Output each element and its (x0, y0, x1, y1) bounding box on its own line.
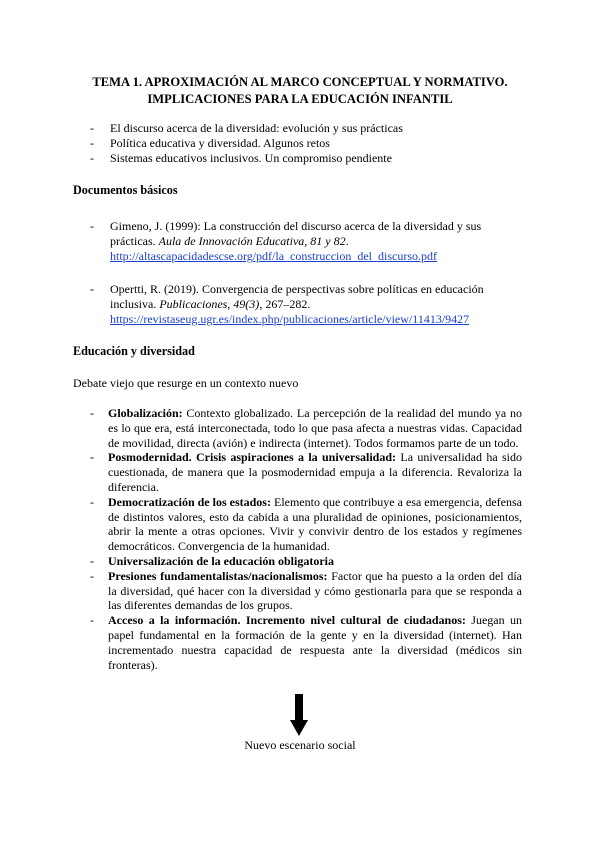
section-heading-documentos: Documentos básicos (73, 183, 178, 197)
factor-list (90, 406, 522, 672)
reference-item (90, 282, 510, 328)
title-line-1: TEMA 1. APROXIMACIÓN AL MARCO CONCEPTUAL Y NORMATIVO. (92, 75, 508, 89)
reference-list (90, 219, 510, 327)
down-arrow-icon (290, 694, 308, 736)
factor-title: Democratización de los estados: (108, 494, 271, 509)
factor-title: Globalización: (108, 406, 183, 420)
factor-text: Factor que ha puesto a la orden del día la diversidad, qué hacer con la diversidad y cómo gestionarla para que se responda a las diferentes demandas de los grupos. (108, 568, 522, 613)
factor-item (90, 554, 522, 569)
factor-text: Contexto globalizado. La percepción de la realidad del mundo ya no es lo que era, está interconectada, todo lo que pasa afecta a nuestras vidas. Capacidad de movilidad, directa (avión) e indirecta (internet). Todos formamos parte de un todo. (108, 406, 522, 450)
topic-item: - El discurso acerca de la diversidad: evolución y sus prácticas (90, 121, 510, 136)
reference-text: Opertti, R. (2019). Convergencia de perspectivas sobre políticas en educación inclusiva. (110, 281, 484, 311)
factor-text: Juegan un papel fundamental en la formación de la gente y en la diversidad (internet). Han incrementado nuestra capacidad de respuesta ante la diversidad (médicos sin fronteras). (108, 613, 522, 672)
factor-text: Elemento que contribuye a esa emergencia, defensa de distintos valores, esto da cabida a una pluralidad de opiniones, posicionamientos, abrir la mente a otras opciones. Vivir y convivir dentro de los estados y regímenes democráticos. Convergencia de la humanidad. (108, 494, 523, 554)
reference-link[interactable]: http://altascapacidadescse.org/pdf/la_construccion_del_discurso.pdf (110, 249, 438, 264)
reference-after: . (345, 234, 349, 249)
factor-title: Universalización de la educación obligatoria (108, 553, 334, 568)
page-title (60, 74, 540, 108)
factor-title: Acceso a la información. Incremento nivel cultural de ciudadanos: (108, 613, 466, 628)
topic-item: - Sistemas educativos inclusivos. Un compromiso pendiente (90, 151, 510, 166)
intro-paragraph: Debate viejo que resurge en un contexto nuevo (73, 376, 299, 390)
reference-after: , 267–282. (259, 296, 311, 311)
topic-item: - Política educativa y diversidad. Algunos retos (90, 136, 510, 151)
factor-title: Presiones fundamentalistas/nacionalismos: (108, 568, 328, 583)
factor-item (90, 613, 522, 672)
factor-item (90, 495, 522, 554)
title-line-2: IMPLICACIONES PARA LA EDUCACIÓN INFANTIL (147, 92, 453, 106)
factor-item (90, 569, 522, 613)
arrow-caption: Nuevo escenario social (244, 738, 356, 752)
topic-list (90, 121, 510, 167)
reference-journal: Aula de Innovación Educativa, 81 y 82 (158, 234, 346, 249)
factor-item (90, 450, 522, 494)
reference-journal: Publicaciones, 49(3) (159, 296, 260, 311)
reference-link[interactable]: https://revistaseug.ugr.es/index.php/publicaciones/article/view/11413/9427 (110, 312, 470, 327)
section-heading-educacion: Educación y diversidad (73, 344, 195, 358)
factor-title: Posmodernidad. Crisis aspiraciones a la universalidad: (108, 450, 397, 465)
factor-item (90, 406, 522, 450)
reference-item (90, 219, 510, 265)
reference-text: Gimeno, J. (1999): La construcción del discurso acerca de la diversidad y sus prácticas. (110, 219, 482, 249)
factor-text: La universalidad ha sido cuestionada, de manera que la posmodernidad empuja a la diferencia. Revaloriza la diferencia. (108, 450, 522, 494)
